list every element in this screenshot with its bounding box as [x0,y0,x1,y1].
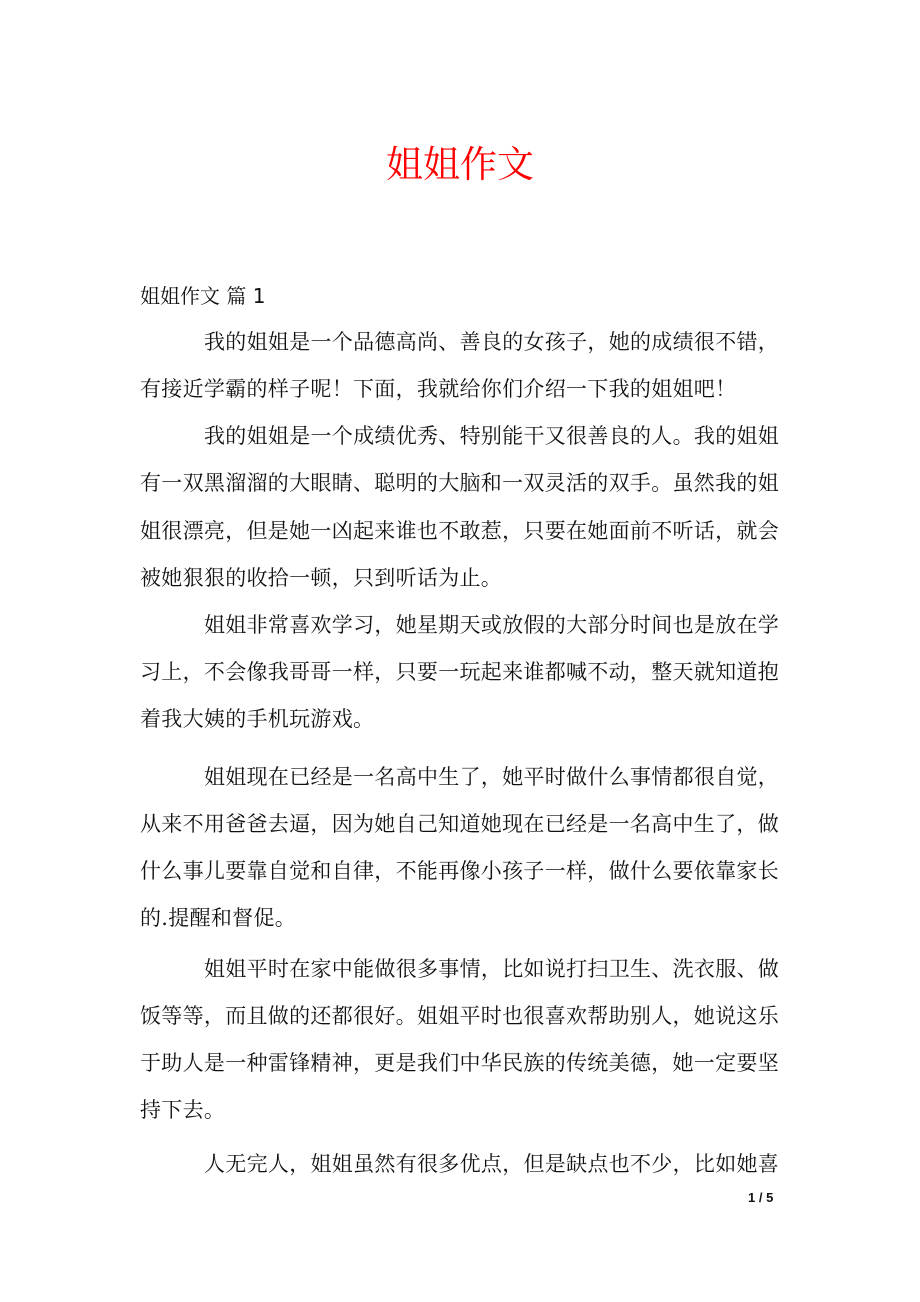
paragraph-line: 从来不用爸爸去逼，因为她自己知道她现在已经是一名高中生了，做 [140,812,779,836]
page-indicator: 1 / 5 [748,1190,774,1205]
paragraph-line: 我的姐姐是一个成绩优秀、特别能干又很善良的人。我的姐姐 [204,424,780,448]
document-title: 姐姐作文 [386,143,534,186]
paragraph-line: 有接近学霸的样子呢！下面，我就给你们介绍一下我的姐姐吧！ [140,377,737,401]
paragraph-line: 什么事儿要靠自觉和自律，不能再像小孩子一样，做什么要依靠家长 [140,859,779,883]
paragraph-line: 姐姐非常喜欢学习，她星期天或放假的大部分时间也是放在学 [204,613,780,637]
paragraph-line: 姐姐平时在家中能做很多事情，比如说打扫卫生、洗衣服、做 [204,957,780,981]
section-heading: 姐姐作文 篇 1 [140,284,266,308]
paragraph-line: 我的姐姐是一个品德高尚、善良的女孩子，她的成绩很不错， [204,330,780,354]
paragraph-line: 姐姐现在已经是一名高中生了，她平时做什么事情都很自觉， [204,765,780,789]
paragraph-line: 被她狠狠的收拾一顿，只到听话为止。 [140,566,503,590]
paragraph-line: 的.提醒和督促。 [140,906,297,930]
paragraph-line: 饭等等，而且做的还都很好。姐姐平时也很喜欢帮助别人，她说这乐 [140,1004,779,1028]
paragraph-line: 着我大姨的手机玩游戏。 [140,707,375,731]
paragraph-line: 持下去。 [140,1098,226,1122]
paragraph-line: 习上，不会像我哥哥一样，只要一玩起来谁都喊不动，整天就知道抱 [140,660,779,684]
paragraph-line: 姐很漂亮，但是她一凶起来谁也不敢惹，只要在她面前不听话，就会 [140,519,779,543]
paragraph-line: 人无完人，姐姐虽然有很多优点，但是缺点也不少，比如她喜 [204,1152,780,1176]
paragraph-line: 有一双黑溜溜的大眼睛、聪明的大脑和一双灵活的双手。虽然我的姐 [140,471,779,495]
paragraph-line: 于助人是一种雷锋精神，更是我们中华民族的传统美德，她一定要坚 [140,1051,779,1075]
